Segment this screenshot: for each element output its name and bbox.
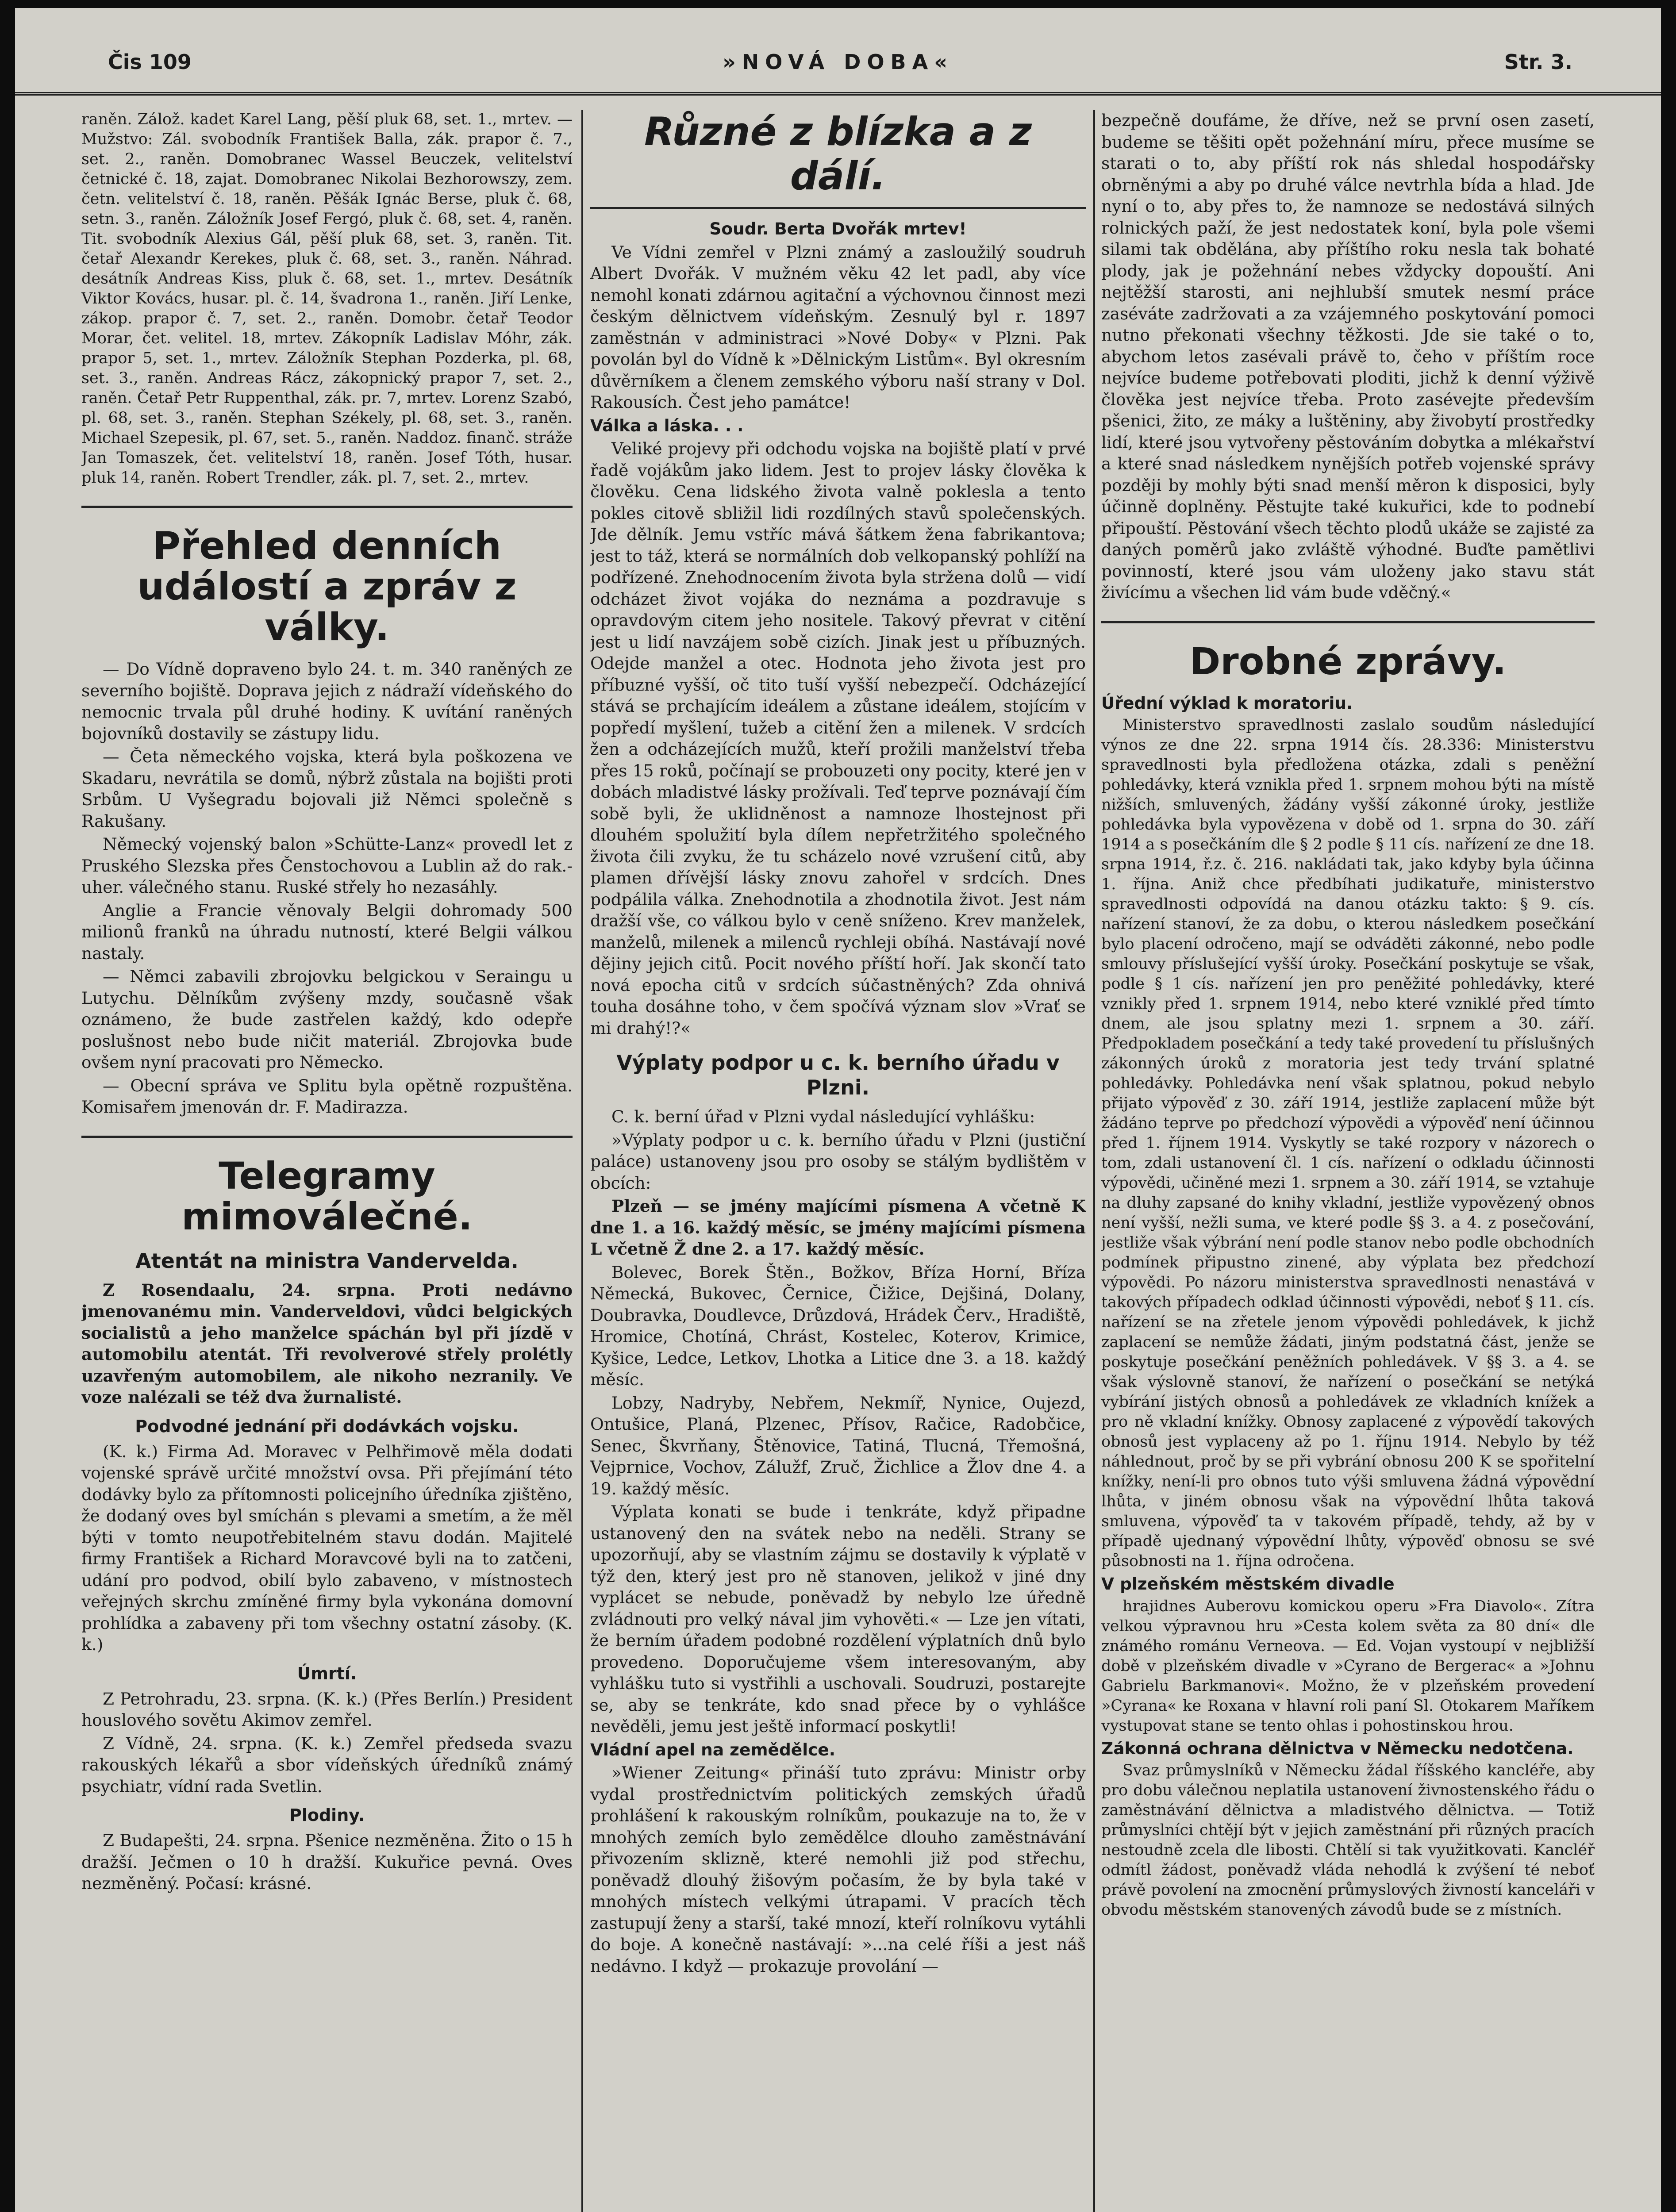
telegramy-headline: Telegramy mimoválečné.: [81, 1136, 573, 1237]
column-rule: [1093, 110, 1095, 2212]
prehled-paragraph: — Němci zabavili zbrojovku belgickou v Seraingu u Lutychu. Dělníkům zvýšeny mzdy, současně však oznámeno, že bude zastřelen každý, kdo odepře poslušnost nebo bude ničit materiál. Zbrojovka bude ovšem nyní pracovati pro Německo.: [81, 967, 573, 1072]
apel-text: »Wiener Zeitung« přináší tuto zprávu: Ministr orby vydal prostřednictvím politických zemských úřadů prohlášení k rakouským rolníkům, poukazuje na to, že v mnohých zemích bylo zemědělce dlouho zaměstnávání přivozením sklizně, které nemohli již pod střechu, poněvadž dlouhý žišovým počasím, že by byla také v mnohých místech velkými útrapami. V pracích těch zastupují ženy a starší, také mnozí, kteří rolníkovu vytáhli do boje. A konečně nastávají: »...na celé říši a jest náš nedávno. I když — prokazuje provolání —: [590, 1763, 1086, 1976]
prehled-paragraph: — Četa německého vojska, která byla poškozena ve Skadaru, nevrátila se domů, nýbrž zůstala na bojišti proti Srbům. U Vyšegradu bojovali již Němci společně s Rakušany.: [81, 747, 573, 831]
page-number: Str. 3.: [1504, 50, 1572, 74]
divadlo-text: hrajidnes Auberovu komickou operu »Fra Diavolo«. Zítra velkou výpravnou hru »Cesta kolem světa za 80 dní« dle známého románu Verneova. — Ed. Vojan vystoupí v nejbližší době v plzeňském divadle v »Cyrano de Bergerac« a »Johnu Gabrielu Barkmanovi«. Možno, že v plzeňském provedení »Cyrana« ke Roxana v hlavní roli paní Sl. Otokarem Maříkem vystupovat stane se tento ohlas i pohostinskou hrou.: [1101, 1597, 1595, 1735]
valka-text: Veliké projevy při odchodu vojska na bojiště platí v prvé řadě vojákům jako lidem. Jest to projev lásky člověka k člověku. Cena lidského života valně poklesla a tento pokles citově sbližil lidi rozdílných stavů společenských. Jde dělník. Jemu vstříc mává šátkem žena fabrikantova; jest to táž, která se normálních dob velkopanský pohlíží na podřízené. Znehodnocením života byla stržena dolů — vidí odcházet život vojáka do neznáma a pozdravuje s opravdovým citem jeho nositele. Takový převrat v citění jest u lidí navzájem sobě cizích. Jinak jest u příbuzných. Odejde manžel a otec. Hodnota jeho života jest pro příbuzné vyšší, oč tito tuší vyšší nebezpečí. Odcházející stává se prchajícím ideálem a zůstane ideálem, stojícím v popředí myšlení, tužeb a citění žen a milenek. V srdcích žen a odcházejících mužů, kteří prožili manželství třeba přes 15 roků, počínají se probouzeti ony pocity, které jen v dobách mladistvé lásky prožívali. Teď teprve poznávají čím sobě byli, že uklidněnost a namnoze lhostejnost při dlouhém spolužití byla dílem nepřetržitého společného života čili zvyku, že tu scházelo nové vzrušení citů, aby plamen dřívější lásky znovu zahořel v srdcích. Dnes podpálila válka. Znehodnotila a zhodnotila život. Jest nám dražší vše, co válkou bylo v ceně sníženo. Krev manželek, manželů, milenek a milenců rychleji obíhá. Nastávají nové dějiny jejich citů. Pocit nového příští hoří. Jak skončí tato nová epocha citů v srdcích súčastněných? Zda ohnivá touha dosáhne toho, v čem spočívá význam slov »Vrať se mi drahý!?«: [590, 439, 1086, 1038]
ruzne-banner: Různé z blízka a z dálí.: [590, 110, 1086, 209]
issue-number: Čis 109: [108, 50, 192, 74]
umrti-headline: Úmrtí.: [297, 1663, 357, 1683]
vyplaty-obce-1: Bolevec, Borek Štěn., Božkov, Bříza Horní, Bříza Německá, Bukovec, Černice, Čižice, Dejšiná, Dolany, Doubravka, Doudlevce, Drůzdová, Hrádek Červ., Hradiště, Hromice, Chotíná, Chrást, Kostelec, Koterov, Krimice, Kyšice, Ledce, Letkov, Lhotka a Litice dne 3. a 18. každý měsíc.: [590, 1262, 1086, 1389]
podvod-headline: Podvodné jednání při dodávkách vojsku.: [135, 1416, 519, 1436]
apel-heading: Vládní apel na zemědělce.: [590, 1740, 835, 1759]
column-rule: [581, 110, 583, 2212]
umrti-paragraph: Z Vídně, 24. srpna. (K. k.) Zemřel předseda svazu rakouských lékařů a sbor vídeňských úředníků známý psychiatr, vídní rada Svetlin.: [81, 1733, 573, 1796]
ochrana-heading: Zákonná ochrana dělnictva v Německu nedotčena.: [1101, 1738, 1574, 1758]
moratorium-text: Ministerstvo spravedlnosti zaslalo soudům následující výnos ze dne 22. srpna 1914 čís. 28.336: Ministerstvu spravedlnosti byla předložena otázka, zdali s peněžní pohledávky, která vznikla před 1. srpnem mohou býti na místě nižších, smluvených, žádány vyšší zákonné úroky, jestliže pohledávka byla vypovězena v době od 1. srpna do 30. září 1914 a s posečkáním dle § 2 podle § 11 cís. nařízení ze dne 18. srpna 1914, ř.z. č. 216. nakládati tak, jako kdyby byla účinna 1. října. Aniž chce předbíhati judikatuře, ministerstvo spravedlnosti odpovídá na danou otázku takto: § 9. cís. nařízení stanoví, že za dobu, o kterou následkem posečkání bylo placení odročeno, mají se odváděti zákonné, nebo podle smlouvy příslušející vyšší úroky. Posečkání poskytuje se však, podle § 1 cís. nařízení jen pro peněžité pohledávky, které vznikly před 1. srpnem 1914, nebo které vzniklé před tímto dnem, ale jsou splatny mezi 1. srpnem a 30. září. Předpokladem posečkání a tedy také provedení tu příslušných zákonných úroků z moratoria jest tedy trvání splatné pohledávky. Pohledávka není však splatnou, pokud nebylo přijato výpověď z 30. září 1914, jestliže zaplacení může být žádáno teprve po předchozí výpovědi a výpověď není účinnou před 1. říjnem 1914. Vyskytly se také rozpory v názorech o tom, zdali ustanovení čl. 1 cís. nařízení o odkladu účinnosti výpovědi, učiněné mezi 1. srpnem a 30. září 1914, se vztahuje na dluhy zapsané do knihy vkladní, jestliže vypovězený obnos není vyšší, nežli suma, ve které podle §§ 3. a 4. z posečování, jestliže však výbrání není podle stanov nebo podle obchodních podmínek připustno zinené, aby výplata bez předchozí výpovědi. Po názoru ministerstva spravedlnosti nenastává v takových případech odklad účinnosti výpovědi, neboť § 11. cís. nařízení se na zřetele jenom výpovědi pohledávek, k jichž zaplacení se nemůže žádati, jiným podstatná část, jenže se poskytuje posečkání peněžních pohledávek. V §§ 3. a 4. se však výslovně stanoví, že nařízení o posečkání se netýká vybírání jistých obnosů a pohledávek ze vkladních knížek a pro ně vkladní knížky. Obnosy zaplacené z výpovědí takových obnosů jest vyplaceny až po 1. říjnu 1914. Nebylo by též náhlednout, proč by se při vybrání obnosu 200 K se spořitelní knížky, není-li pro obnos tuto výši smluvena žádná výpovědní lhůta, v jiném obnosu však na výpovědní lhůta taková smluvena, výpověď ta v takovém případě, tehdy, až by v případě ujednaný výpovědní lhůty, výpověď obnosu se své působnosti na 1. října odročena.: [1101, 716, 1595, 1570]
umrti-paragraph: Z Petrohradu, 23. srpna. (K. k.) (Přes Berlín.) President houslového sovětu Akimov zemřel.: [81, 1689, 573, 1730]
vyplaty-rest: Výplata konati se bude i tenkráte, když připadne ustanovený den na svátek nebo na neděli. Strany se upozorňují, aby se vlastním zájmu se dostavily k výplatě v týž den, který jest pro ně stanoven, jelikož v jiné dny vyplácet se nebude, poněvadž by nebylo lze úředně zvládnouti pro velký nával jim vyhověti.« — Lze jen vítati, že berním úřadem podobné rozdělení výplatních dnů bylo provedeno. Doporučujeme všem interesovaným, aby vyhlášku tuto si vystřihli a uschovali. Soudruzi, postarejte se, aby se tenkráte, kdo snad přece by o vyhlášce nevěděli, jemu jest ještě informací poskytli!: [590, 1502, 1086, 1736]
plodiny-text: Z Budapešti, 24. srpna. Pšenice nezměněna. Žito o 15 h dražší. Ječmen o 10 h dražší. Kukuřice pevná. Oves nezměněný. Počasí: krásné.: [81, 1831, 573, 1893]
prehled-paragraph: — Do Vídně dopraveno bylo 24. t. m. 340 raněných ze severního bojiště. Doprava jejich z nádraží vídeňského do nemocnic trvala půl druhé hodiny. K uvítání raněných bojovníků dostavily se zástupy lidu.: [81, 659, 573, 743]
vyplaty-quote: »Výplaty podpor u c. k. berního úřadu v Plzni (justiční paláce) ustanoveny jsou pro osoby se stálým bydlištěm v obcích:: [590, 1130, 1086, 1193]
podvod-text: (K. k.) Firma Ad. Moravec v Pelhřimově měla dodati vojenské správě určité množství ovsa. Při přejímání této dodávky bylo za přítomnosti policejního úředníka zjištěno, že dodaný oves byl smíchán s plevami a smetím, a že měl býti v tomto neupotřebitelném stavu dodán. Majitelé firmy František a Richard Moravcové byli na to zatčeni, udání pro podvod, obilí bylo zabaveno, v místnostech veřejných skrchu zmíněné firmy byla vykonána domovní prohlídka a zabaveny při tom všechny ostatní zásoby. (K. k.): [81, 1441, 573, 1654]
atentat-headline: Atentát na ministra Vandervelda.: [135, 1248, 519, 1273]
atentat-text: Z Rosendaalu, 24. srpna. Proti nedávno jmenovanému min. Vanderveldovi, vůdci belgických socialistů a jeho manželce spáchán byl při jízdě v automobilu atentát. Tři revolverové střely prolétly uzavřeným automobilem, ale nikoho nezranily. Ve voze nalézali se též dva žurnalisté.: [81, 1280, 573, 1407]
valka-heading: Válka a láska. . .: [590, 415, 744, 435]
column-1: [81, 110, 573, 2212]
vyplaty-intro: C. k. berní úřad v Plzni vydal následující vyhlášku:: [611, 1107, 1035, 1126]
dvorak-text: Ve Vídni zemřel v Plzni známý a zasloužilý soudruh Albert Dvořák. V mužném věku 42 let padl, aby více nemohl konati zdárnou agitační a výchovnou činnost mezi českým dělnictvem vídeňským. Zesnulý byl r. 1897 zaměstnán v administraci »Nové Doby« v Plzni. Pak povolán byl do Vídně k »Dělnickým Listům«. Byl okresním důvěrníkem a členem zemského výboru naší strany v Dol. Rakousích. Čest jeho památce!: [590, 242, 1086, 412]
prehled-paragraph: Německý vojenský balon »Schütte-Lanz« provedl let z Pruského Slezska přes Čenstochovou a Lublin až do rak.-uher. válečného stanu. Ruské střely ho nezasáhly.: [81, 834, 573, 897]
newspaper-page: [15, 8, 1661, 2212]
vyplaty-headline: Výplaty podpor u c. k. berního úřadu v Plzni.: [616, 1051, 1060, 1099]
prehled-headline: Přehled denních událostí a zpráv z války.: [81, 506, 573, 648]
vyplaty-plzen: Plzeň — se jmény majícími písmena A včetně K dne 1. a 16. každý měsíc, se jmény majícími písmena L včetně Ž dne 2. a 17. každý měsíc.: [590, 1196, 1086, 1259]
divadlo-heading: V plzeňském městském divadle: [1101, 1574, 1395, 1594]
vyplaty-obce-2: Lobzy, Nadryby, Nebřem, Nekmíř, Nynice, Oujezd, Ontušice, Planá, Plzenec, Přísov, Račice, Radobčice, Senec, Škvrňany, Štěnovice, Tatiná, Tlucná, Třemošná, Vejprnice, Vochov, Zálužf, Zruč, Žichlice a Žlov dne 4. a 19. každý měsíc.: [590, 1393, 1086, 1498]
casualty-list: raněn. Zálož. kadet Karel Lang, pěší pluk 68, set. 1., mrtev. — Mužstvo: Zál. svobodník František Balla, zák. prapor č. 7., set. 2., raněn. Domobranec Wassel Beuczek, velitelství četnické č. 18, zajat. Domobranec Nikolai Bezhorowszy, zem. četn. velitelství č. 18, raněn. Pěšák Ignác Berse, pluk č. 68, setn. 3., raněn. Záložník Josef Fergó, pluk č. 68, set. 4, raněn. Tit. svobodník Alexius Gál, pěší pluk 68, set. 3, raněn. Tit. četař Alexandr Kerekes, pluk č. 68, set. 3., raněn. Náhrad. desátník Andreas Kiss, pluk č. 68, set. 1., mrtev. Desátník Viktor Kovács, husar. pl. č. 14, švadrona 1., raněn. Jiří Lenke, zákop. prapor č. 7, set. 2., raněn. Domobr. četař Teodor Morar, čet. velitel. 18, mrtev. Zákopník Ladislav Móhr, zák. prapor 5, set. 1., mrtev. Záložník Stephan Pozderka, pl. 68, set. 3., raněn. Andreas Rácz, zákopnický prapor 7, set. 2., raněn. Četař Petr Ruppenthal, zák. pr. 7, mrtev. Lorenz Szabó, pl. 68, set. 3., raněn. Stephan Székely, pl. 68, set. 3., raněn. Michael Szepesik, pl. 67, set. 5., raněn. Naddoz. finanč. stráže Jan Tomaszek, čet. velitelství 18, raněn. Josef Tóth, husar. pluk 14, raněn. Robert Trendler, zák. pl. 7, set. 2., mrtev.: [81, 111, 573, 487]
column-2: [590, 110, 1086, 2212]
apel-continuation: bezpečně doufáme, že dříve, než se první osen zasetí, budeme se těšiti opět požehnání míru, přece musíme se starati o to, aby příští rok nás shledal hospodářsky obrněnými a aby po druhé válce nevtrhla bída a hlad. Jde nyní o to, aby přes to, že namnoze se nedostává silných rolnických paží, že jest nedostatek koní, byla pole všemi silami tak obdělána, aby příštího roku nesla tak bohaté plody, jak je požehnání nebes vždycky dopouští. Ani nejtěžší starosti, ani nejhlubší smutek nesmí práce zaséváte zadržovati a za vzájemného poskytování pomoci nutno překonati všechny těžkosti. Jde sie také o to, abychom letos zasévali právě to, čeho v příštím roce nejvíce budeme potřebovati ploditi, jichž k denní výživě člověka jest nejvíce třeba. Proto zasévejte především pšenici, žito, ze máky a luštěniny, aby živobytí prostředky lidí, které jsou vytvořeny pěstováním dobytka a mlékařství a které snad následkem nynějších potřeb vojenské správy později by mohly býti snad menší měron k disposici, byly účinně doplněny. Pěstujte také kukuřici, kde to podnebí připouští. Pěstování všech těchto plodů ukáže se zajisté za daných poměrů jako zvláště výhodné. Buďte pamětlivi povinností, které jsou vám uloženy jako stavu stát živícímu a všechen lid vám bude vděčný.«: [1101, 111, 1595, 602]
moratorium-heading: Úřední výklad k moratoriu.: [1101, 693, 1353, 713]
masthead: [15, 8, 1661, 96]
newspaper-title: »NOVÁ DOBA«: [723, 50, 953, 74]
drobne-headline: Drobné zprávy.: [1101, 621, 1595, 682]
prehled-paragraph: — Obecní správa ve Splitu byla opětně rozpuštěna. Komisařem jmenován dr. F. Madirazza.: [81, 1075, 573, 1117]
ochrana-text: Svaz průmyslníků v Německu žádal říšského kancléře, aby pro dobu válečnou neplatila ustanovení živnostenského řádu o zaměstnávání dělnictva a mladistvého dělnictva. — Totiž průmyslníci chtějí být v jejich zaměstnání při různých pracích nestoudně zcela dle libosti. Chtělí si tak využitkovati. Kancléř odmítl žádost, poněvadž vláda nehodlá k zvýšení té neboť právě povolení na zmocnění průmyslových živností kanceláři v obvodu městském stanovených závodů bude se z místních.: [1101, 1762, 1595, 1919]
column-3: [1101, 110, 1595, 2212]
plodiny-headline: Plodiny.: [289, 1805, 365, 1825]
prehled-paragraph: Anglie a Francie věnovaly Belgii dohromady 500 milionů franků na úhradu nutností, které Belgii válkou nastaly.: [81, 900, 573, 963]
dvorak-heading: Soudr. Berta Dvořák mrtev!: [709, 219, 967, 238]
